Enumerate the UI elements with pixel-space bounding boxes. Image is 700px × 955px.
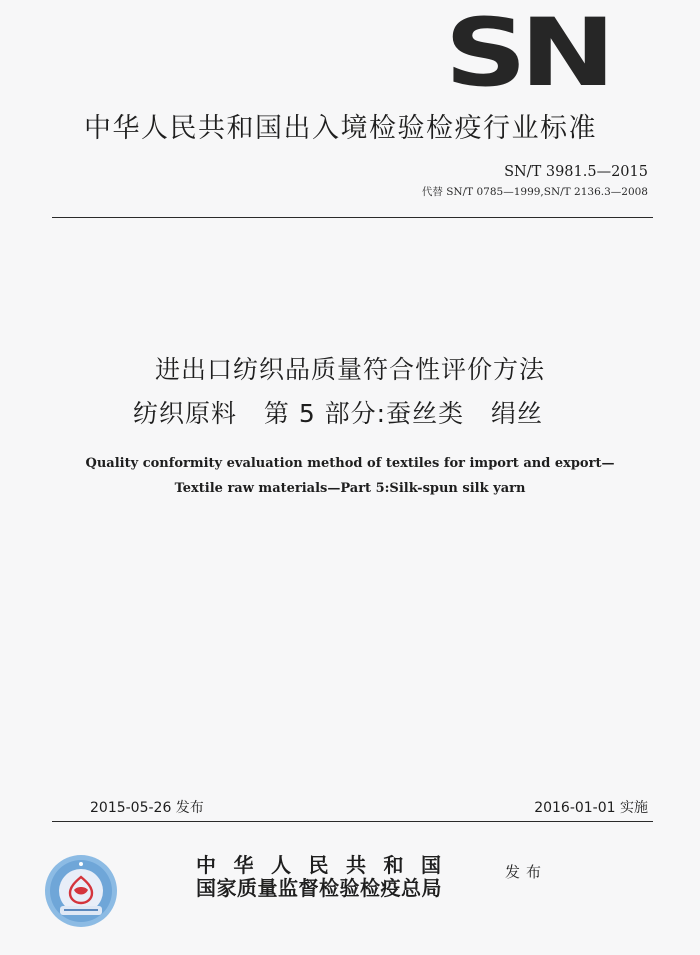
english-title-line-2: Textile raw materials—Part 5:Silk-spun silk yarn	[174, 481, 526, 496]
publisher-country: 中华人民共和国	[196, 853, 459, 877]
issue-date: 2015-05-26 发布	[90, 800, 204, 816]
english-title-line-1: Quality conformity evaluation method of textiles for import and export—	[85, 456, 615, 471]
publish-label: 发布	[505, 863, 548, 881]
standard-number: SN/T 3981.5—2015	[504, 164, 648, 180]
anti-counterfeit-seal-icon	[44, 854, 118, 928]
sn-logo: SN	[444, 0, 608, 108]
chinese-title-line-1: 进出口纺织品质量符合性评价方法	[154, 355, 545, 384]
publisher-agency: 国家质量监督检验检疫总局	[196, 876, 442, 900]
bottom-divider	[52, 821, 653, 822]
top-divider	[52, 217, 653, 218]
issuing-industry-title: 中华人民共和国出入境检验检疫行业标准	[84, 113, 597, 144]
implementation-date: 2016-01-01 实施	[534, 800, 648, 816]
replaced-standards: 代替 SN/T 0785—1999,SN/T 2136.3—2008	[421, 186, 648, 198]
chinese-title-line-2: 纺织原料 第 5 部分:蚕丝类 绢丝	[133, 399, 543, 428]
